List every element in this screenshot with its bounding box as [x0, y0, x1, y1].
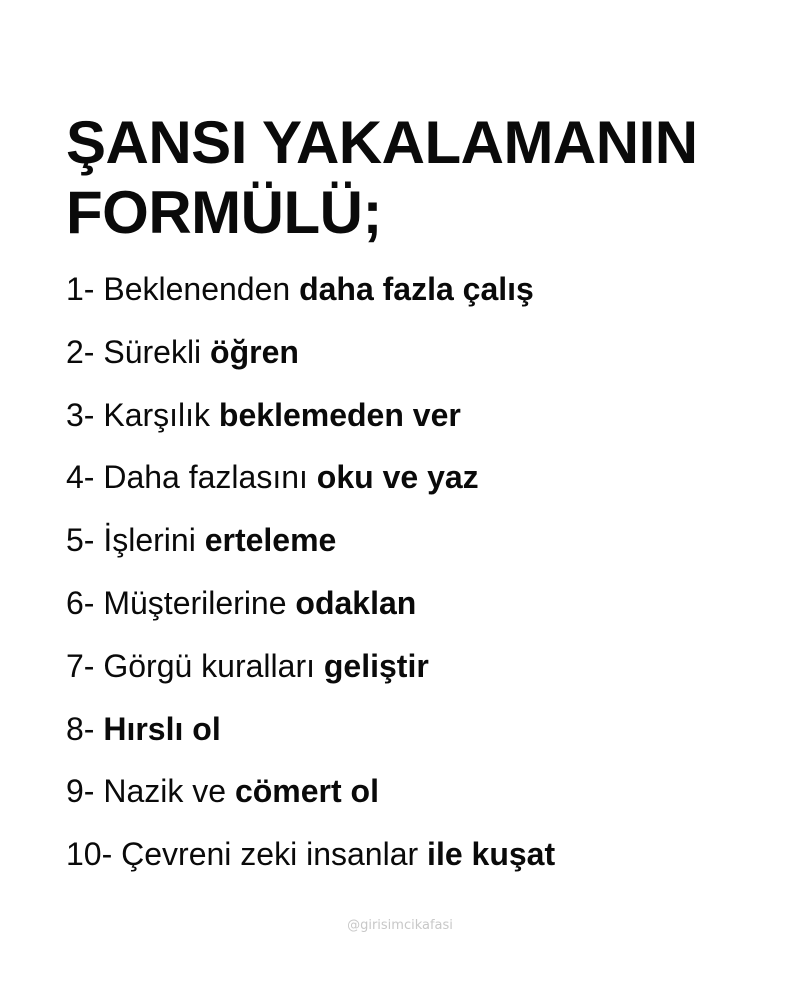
watermark-handle: @girisimcikafasi — [347, 918, 453, 933]
item-number: 10- — [66, 836, 113, 873]
item-emphasis: beklemeden ver — [218, 396, 461, 433]
item-emphasis: cömert ol — [234, 773, 379, 810]
item-text: Karşılık — [103, 396, 211, 433]
item-number: 2- — [66, 333, 95, 370]
formula-list — [66, 263, 555, 891]
item-number: 6- — [66, 584, 95, 621]
item-emphasis: daha fazla çalış — [299, 271, 534, 307]
item-number: 1- — [66, 271, 95, 307]
list-item — [66, 577, 555, 640]
item-number: 5- — [66, 522, 95, 559]
list-item — [66, 828, 555, 891]
item-emphasis: erteleme — [204, 522, 337, 559]
list-item — [66, 765, 555, 828]
item-emphasis: Hırslı ol — [103, 710, 221, 747]
item-number: 7- — [66, 647, 95, 684]
item-number: 3- — [66, 396, 95, 433]
item-text: İşlerini — [103, 522, 196, 559]
item-number: 9- — [66, 773, 95, 810]
item-emphasis: öğren — [210, 333, 299, 370]
item-text: Görgü kuralları — [103, 647, 315, 684]
item-text: Çevreni zeki insanlar — [121, 836, 419, 873]
item-emphasis: odaklan — [295, 584, 417, 621]
item-text: Beklenenden — [103, 271, 291, 307]
item-text: Nazik ve — [103, 773, 227, 810]
list-item — [66, 640, 555, 703]
item-text: Sürekli — [103, 333, 202, 370]
item-text: Müşterilerine — [103, 584, 287, 621]
item-number: 4- — [66, 459, 95, 496]
title-line-1: ŞANSI YAKALAMANIN — [66, 109, 698, 176]
list-item — [66, 326, 555, 389]
item-emphasis: oku ve yaz — [316, 459, 479, 496]
list-item — [66, 514, 555, 577]
item-number: 8- — [66, 710, 95, 747]
title-line-2: FORMÜLÜ; — [66, 179, 382, 246]
list-item — [66, 451, 555, 514]
list-item — [66, 389, 555, 452]
item-emphasis: ile kuşat — [427, 836, 556, 873]
item-emphasis: geliştir — [323, 647, 429, 684]
item-text: Daha fazlasını — [103, 459, 308, 496]
list-item — [66, 263, 555, 326]
page-title — [66, 108, 766, 248]
list-item — [66, 703, 555, 766]
